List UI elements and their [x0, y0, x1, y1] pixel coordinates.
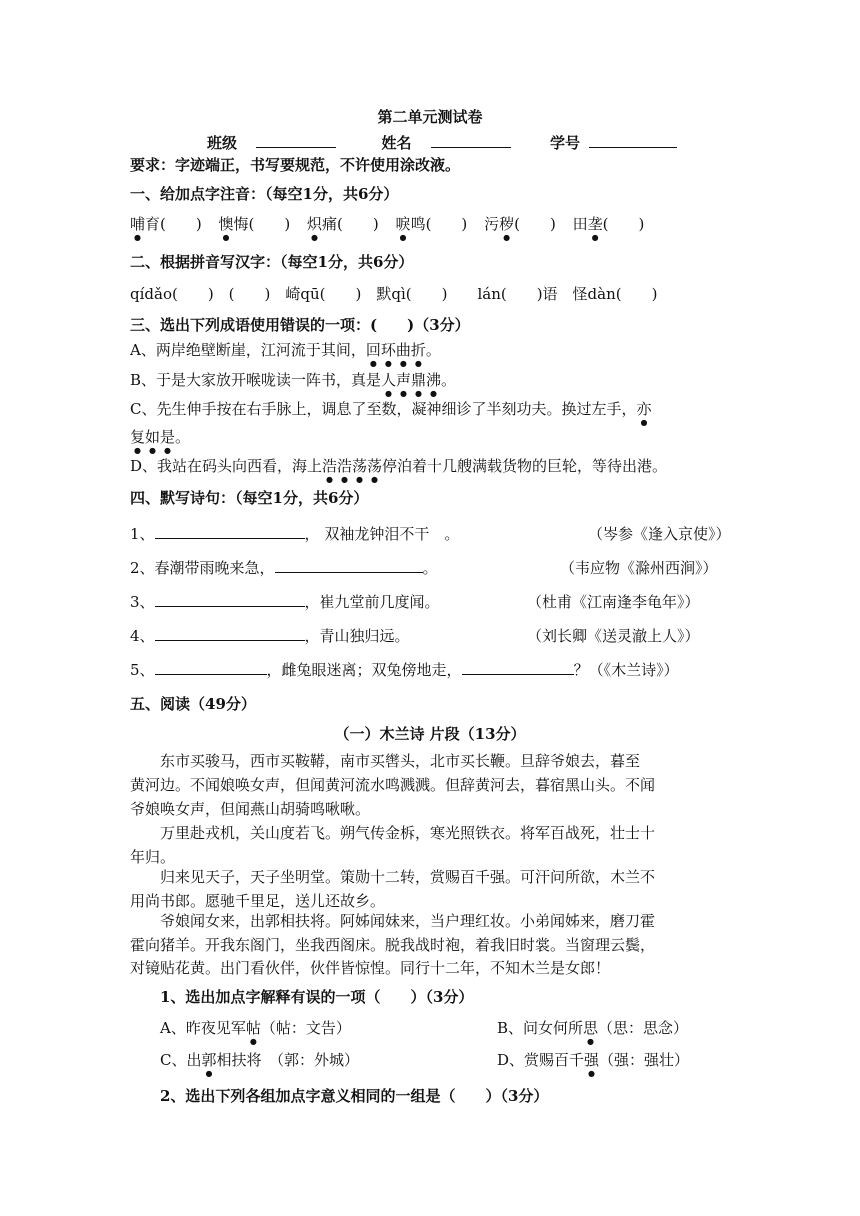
- blank[interactable]: [462, 660, 574, 675]
- poem-line-1: 1、 ， 双袖龙钟泪不干 。: [130, 525, 460, 543]
- passage-line: 归来见天子，天子坐明堂。策勋十二转，赏赐百千强。可汗问所欲，木兰不: [130, 868, 656, 886]
- passage-line: 用尚书郎。愿驰千里足，送儿还故乡。: [130, 892, 386, 910]
- sec1-item: 田垄( ): [572, 215, 645, 233]
- poem-line-3: 3、 ，崔九堂前几度闻。: [130, 593, 440, 611]
- id-label: 学号: [549, 134, 580, 152]
- q1-option-d: D、赏赐百千强（强：强壮）: [497, 1051, 690, 1069]
- q1-option-b: B、问女何所思（思：思念）: [497, 1019, 689, 1037]
- poem-source-2: （韦应物《滁州西涧》）: [560, 559, 718, 577]
- passage-line: 爷娘闻女来，出郭相扶将。阿姊闻妹来，当户理红妆。小弟闻姊来，磨刀霍: [130, 912, 656, 930]
- requirement: 要求：字迹端正，书写要规范，不许使用涂改液。: [130, 156, 461, 174]
- name-field[interactable]: [431, 133, 511, 148]
- sec1-item: 污秽( ): [484, 215, 556, 233]
- passage-line: 霍向猪羊。开我东阁门，坐我西阁床。脱我战时袍，着我旧时裳。当窗理云鬓，: [130, 936, 656, 954]
- sec3-option-a: A、两岸绝壁断崖，江河流于其间，回环曲折。: [130, 341, 441, 359]
- sec1-item: 懊悔( ): [218, 215, 291, 233]
- id-field[interactable]: [589, 133, 677, 148]
- q1-stem: 1、选出加点字解释有误的一项（ ）（3分）: [160, 988, 474, 1006]
- poem-line-5: 5、 ，雌兔眼迷离；双兔傍地走， ？（《木兰诗》）: [130, 661, 679, 679]
- sec1-item: 炽痛( ): [307, 215, 379, 233]
- blank[interactable]: [155, 660, 267, 675]
- sec2-heading: 二、根据拼音写汉字：（每空1分，共6分）: [130, 253, 414, 271]
- sec2-pinyin-line: qídǎo( ) ( ) 崎qū( ) 默qì( ) lán( )语 怪dàn( ): [130, 285, 658, 303]
- passage-line: 东市买骏马，西市买鞍鞯，南市买辔头，北市买长鞭。旦辞爷娘去，暮至: [130, 752, 641, 770]
- student-info-row: [207, 133, 677, 153]
- class-label: 班级: [207, 134, 238, 152]
- poem-source-1: （岑参《逢入京使》）: [588, 525, 731, 543]
- poem-line-4: 4、 ，青山独归远。: [130, 627, 410, 645]
- passage-line: 黄河边。不闻娘唤女声，但闻黄河流水鸣溅溅。但辞黄河去，暮宿黑山头。不闻: [130, 776, 656, 794]
- sec3-option-c-cont: 复如是。: [130, 428, 191, 446]
- passage-line: 对镜贴花黄。出门看伙伴，伙伴皆惊惶。同行十二年，不知木兰是女郎！: [130, 959, 611, 977]
- reading-subtitle: （一）木兰诗 片段（13分）: [334, 725, 526, 743]
- blank[interactable]: [155, 592, 305, 607]
- page-title: 第二单元测试卷: [377, 108, 483, 126]
- passage-line: 年归。: [130, 848, 176, 866]
- passage-line: 爷娘唤女声，但闻燕山胡骑鸣啾啾。: [130, 800, 371, 818]
- sec3-heading: 三、选出下列成语使用错误的一项：( )（3分）: [130, 316, 470, 334]
- poem-line-2: 2、春潮带雨晚来急， 。: [130, 559, 438, 577]
- sec3-option-b: B、于是大家放开喉咙读一阵书，真是人声鼎沸。: [130, 371, 457, 389]
- sec1-item: 哺育( ): [130, 215, 202, 233]
- sec4-heading: 四、默写诗句：（每空1分，共6分）: [130, 489, 369, 507]
- sec3-option-c: C、先生伸手按在右手脉上，调息了至数，凝神细诊了半刻功夫。换过左手，亦: [130, 400, 652, 418]
- blank[interactable]: [155, 626, 305, 641]
- sec3-option-d: D、我站在码头向西看，海上浩浩荡荡停泊着十几艘满载货物的巨轮，等待出港。: [130, 457, 668, 475]
- q2-stem: 2、选出下列各组加点字意义相同的一组是（ ）（3分）: [160, 1087, 549, 1105]
- poem-source-3: （杜甫《江南逢李龟年》）: [527, 593, 700, 611]
- sec5-heading: 五、阅读（49分）: [130, 695, 256, 713]
- blank[interactable]: [275, 558, 423, 573]
- class-field[interactable]: [256, 133, 336, 148]
- passage-line: 万里赴戎机，关山度若飞。朔气传金柝，寒光照铁衣。将军百战死，壮士十: [130, 824, 656, 842]
- q1-option-c: C、出郭相扶将 （郭：外城）: [160, 1051, 360, 1069]
- sec1-items: [130, 214, 644, 242]
- name-label: 姓名: [381, 134, 412, 152]
- blank[interactable]: [155, 524, 305, 539]
- poem-source-4: （刘长卿《送灵澈上人》）: [527, 627, 700, 645]
- sec1-heading: 一、给加点字注音：（每空1分，共6分）: [130, 185, 399, 203]
- q1-option-a: A、昨夜见军帖（帖：文告）: [160, 1019, 351, 1037]
- sec1-item: 唳鸣( ): [395, 215, 468, 233]
